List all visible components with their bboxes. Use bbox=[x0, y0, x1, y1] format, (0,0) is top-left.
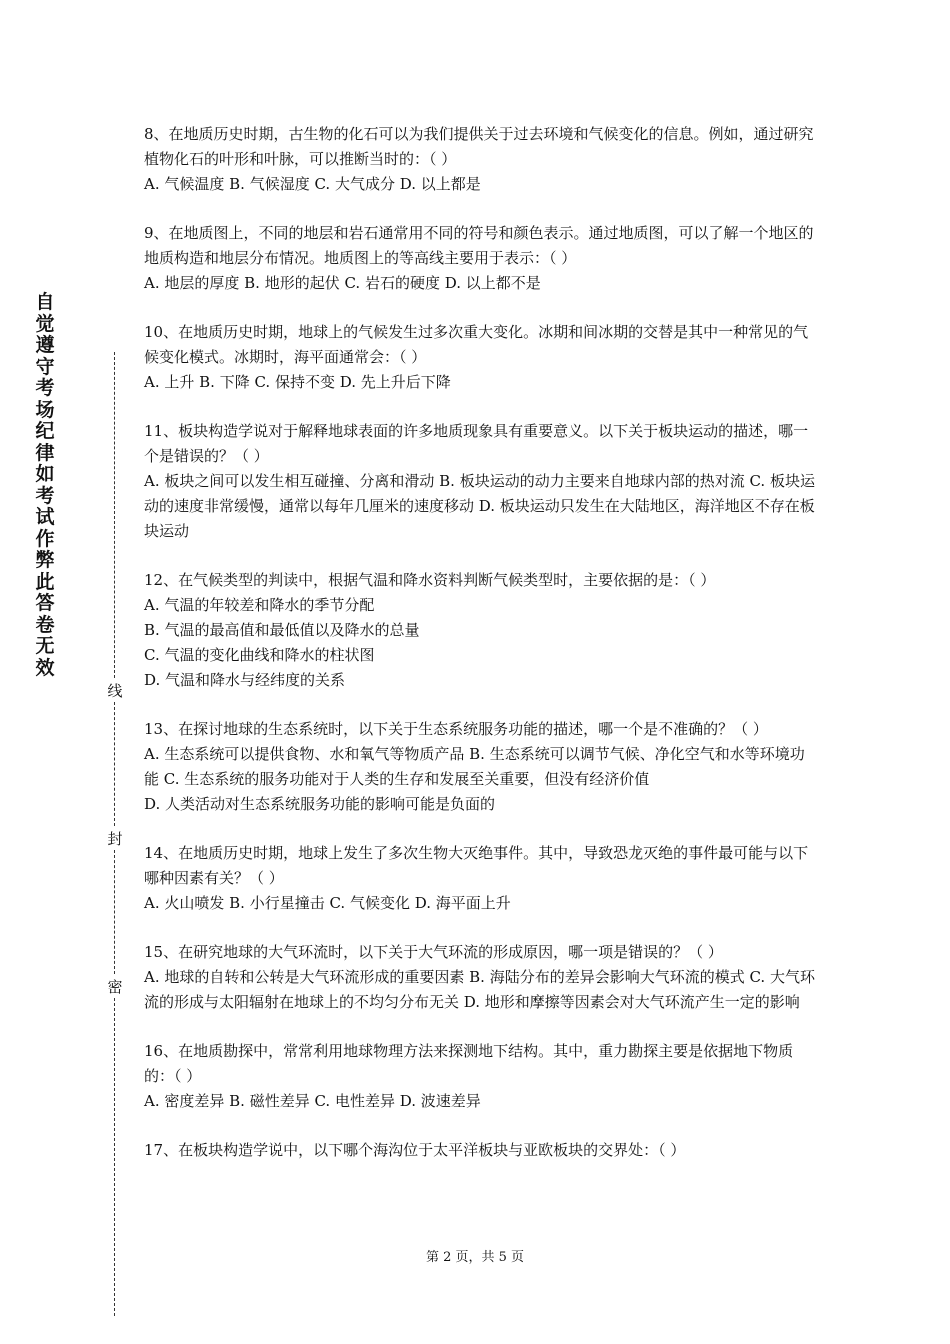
seal-label-close: 密 bbox=[107, 978, 123, 996]
question-stem: 11、板块构造学说对于解释地球表面的许多地质现象具有重要意义。以下关于板块运动的描述，哪一个是错误的？（ ） bbox=[144, 422, 809, 465]
seal-dashed-line bbox=[114, 998, 115, 1316]
question-options: A. 上升 B. 下降 C. 保持不变 D. 先上升后下降 bbox=[144, 373, 451, 391]
seal-dashed-line bbox=[114, 702, 115, 826]
exam-warning-vertical: 自觉遵守考场纪律如考试作弊此答卷无效 bbox=[35, 291, 55, 679]
question-options: A. 板块之间可以发生相互碰撞、分离和滑动 B. 板块运动的动力主要来自地球内部的热对流 C. 板块运动的速度非常缓慢，通常以每年几厘米的速度移动 D. 板块运动只发生在大陆地区，海洋地区不存在板块运动 bbox=[144, 472, 815, 540]
question-options: B. 气温的最高值和最低值以及降水的总量 bbox=[144, 621, 420, 639]
question-options: A. 火山喷发 B. 小行星撞击 C. 气候变化 D. 海平面上升 bbox=[144, 894, 511, 912]
question-item bbox=[144, 841, 816, 916]
question-item bbox=[144, 1039, 816, 1114]
question-options: A. 地球的自转和公转是大气环流形成的重要因素 B. 海陆分布的差异会影响大气环流的模式 C. 大气环流的形成与太阳辐射在地球上的不均匀分布无关 D. 地形和摩擦等因素会对大气环流产生一定的影响 bbox=[144, 968, 815, 1011]
question-item bbox=[144, 568, 816, 693]
seal-dashed-line bbox=[114, 352, 115, 678]
question-stem: 9、在地质图上，不同的地层和岩石通常用不同的符号和颜色表示。通过地质图，可以了解一个地区的地质构造和地层分布情况。地质图上的等高线主要用于表示：（ ） bbox=[144, 224, 814, 267]
question-options: A. 生态系统可以提供食物、水和氧气等物质产品 B. 生态系统可以调节气候、净化空气和水等环境功能 C. 生态系统的服务功能对于人类的生存和发展至关重要，但没有经济价值 bbox=[144, 745, 805, 788]
seal-label-line: 线 bbox=[107, 682, 123, 700]
question-stem: 8、在地质历史时期，古生物的化石可以为我们提供关于过去环境和气候变化的信息。例如，通过研究植物化石的叶形和叶脉，可以推断当时的：（ ） bbox=[144, 125, 814, 168]
question-options: A. 地层的厚度 B. 地形的起伏 C. 岩石的硬度 D. 以上都不是 bbox=[144, 274, 541, 292]
question-stem: 15、在研究地球的大气环流时，以下关于大气环流的形成原因，哪一项是错误的？（ ） bbox=[144, 943, 723, 961]
question-stem: 16、在地质勘探中，常常利用地球物理方法来探测地下结构。其中，重力勘探主要是依据地下物质的：（ ） bbox=[144, 1042, 794, 1085]
question-list bbox=[144, 122, 816, 1187]
question-options: A. 气温的年较差和降水的季节分配 bbox=[144, 596, 375, 614]
question-stem: 13、在探讨地球的生态系统时，以下关于生态系统服务功能的描述，哪一个是不准确的？（ ） bbox=[144, 720, 768, 738]
question-item bbox=[144, 221, 816, 296]
page-number: 第 2 页，共 5 页 bbox=[425, 1250, 525, 1265]
question-stem: 10、在地质历史时期，地球上的气候发生过多次重大变化。冰期和间冰期的交替是其中一种常见的气候变化模式。冰期时，海平面通常会：（ ） bbox=[144, 323, 809, 366]
question-item bbox=[144, 940, 816, 1015]
question-stem: 14、在地质历史时期，地球上发生了多次生物大灭绝事件。其中，导致恐龙灭绝的事件最可能与以下哪种因素有关？（ ） bbox=[144, 844, 809, 887]
question-item bbox=[144, 122, 816, 197]
question-item bbox=[144, 419, 816, 544]
question-stem: 12、在气候类型的判读中，根据气温和降水资料判断气候类型时，主要依据的是：（ ） bbox=[144, 571, 716, 589]
question-item bbox=[144, 1138, 816, 1163]
question-item bbox=[144, 320, 816, 395]
question-options: C. 气温的变化曲线和降水的柱状图 bbox=[144, 646, 375, 664]
question-stem: 17、在板块构造学说中，以下哪个海沟位于太平洋板块与亚欧板块的交界处：（ ） bbox=[144, 1141, 686, 1159]
question-options: D. 人类活动对生态系统服务功能的影响可能是负面的 bbox=[144, 795, 496, 813]
question-options: D. 气温和降水与经纬度的关系 bbox=[144, 671, 346, 689]
question-options: A. 气候温度 B. 气候湿度 C. 大气成分 D. 以上都是 bbox=[144, 175, 481, 193]
seal-dashed-line bbox=[114, 850, 115, 974]
question-options: A. 密度差异 B. 磁性差异 C. 电性差异 D. 波速差异 bbox=[144, 1092, 481, 1110]
question-item bbox=[144, 717, 816, 817]
seal-label-seal: 封 bbox=[107, 830, 123, 848]
